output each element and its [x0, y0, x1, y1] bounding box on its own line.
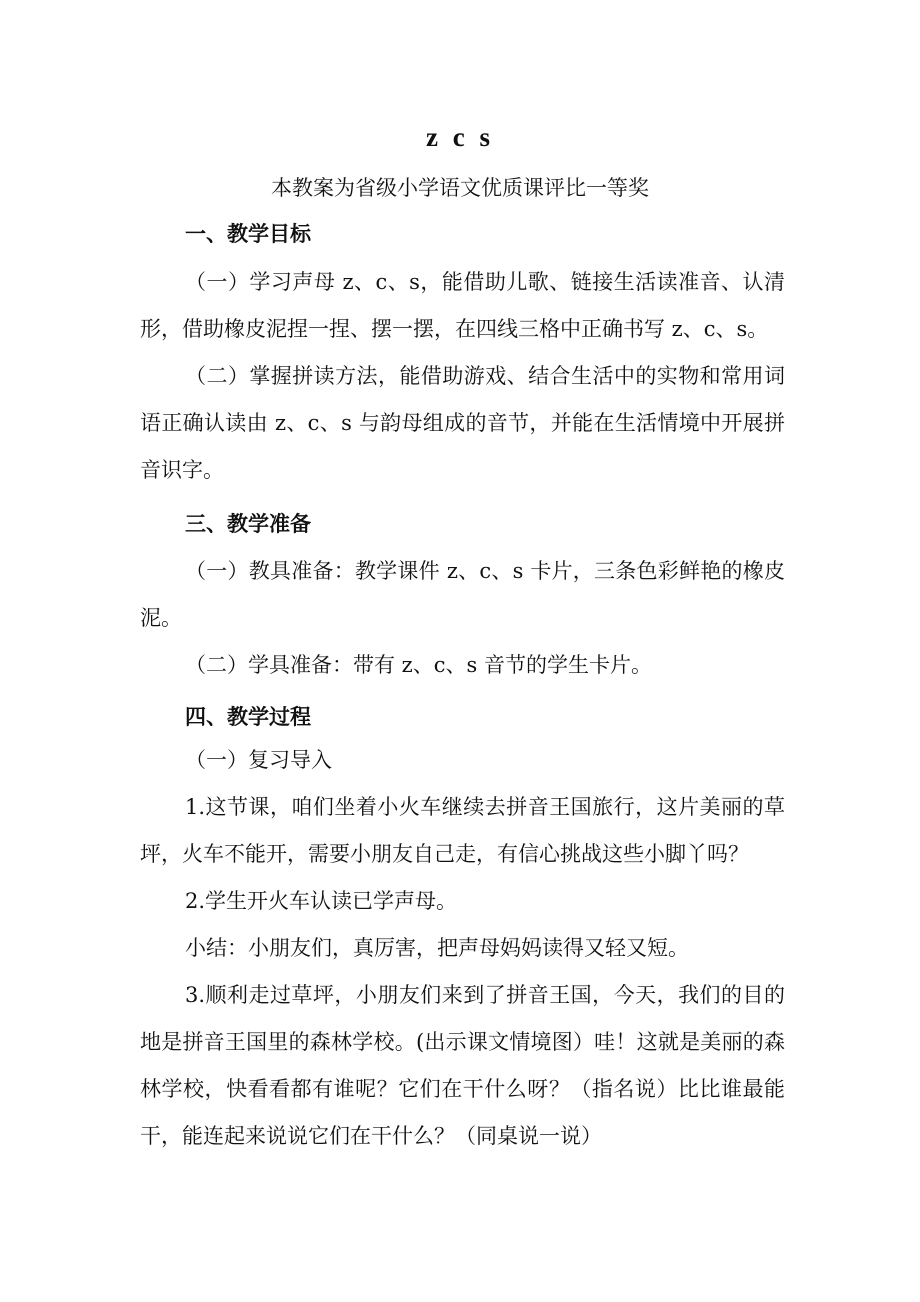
section-heading-objectives: 一、教学目标	[185, 222, 311, 246]
section-heading-preparation: 三、教学准备	[185, 512, 311, 536]
paragraph-review-intro: （一）复习导入	[185, 748, 332, 772]
document-title: z c s	[426, 122, 494, 152]
paragraph-step-2: 2.学生开火车认读已学声母。	[185, 889, 458, 913]
paragraph-objective-1: （一）学习声母 z、c、s，能借助儿歌、链接生活读准音、认清形，借助橡皮泥捏一捏、摆一摆，在四线三格中正确书写 z、c、s。	[140, 270, 785, 341]
paragraph-student-prep: （二）学具准备：带有 z、c、s 音节的学生卡片。	[185, 653, 652, 677]
section-heading-process: 四、教学过程	[185, 705, 311, 729]
document-subtitle: 本教案为省级小学语文优质课评比一等奖	[271, 176, 649, 200]
paragraph-summary: 小结：小朋友们，真厉害，把声母妈妈读得又轻又短。	[185, 936, 689, 960]
paragraph-step-1: 1.这节课，咱们坐着小火车继续去拼音王国旅行，这片美丽的草坪，火车不能开，需要小朋友自己走，有信心挑战这些小脚丫吗？	[140, 795, 785, 866]
paragraph-step-3: 3.顺利走过草坪，小朋友们来到了拼音王国，今天，我们的目的地是拼音王国里的森林学校。(出示课文情境图）哇！这就是美丽的森林学校，快看看都有谁呢？它们在干什么呀？（指名说）比比谁最能干，能连起来说说它们在干什么？（同桌说一说）	[140, 983, 785, 1148]
paragraph-objective-2: （二）掌握拼读方法，能借助游戏、结合生活中的实物和常用词语正确认读由 z、c、s 与韵母组成的音节，并能在生活情境中开展拼音识字。	[140, 364, 785, 482]
paragraph-teacher-prep: （一）教具准备：教学课件 z、c、s 卡片，三条色彩鲜艳的橡皮泥。	[140, 559, 785, 630]
